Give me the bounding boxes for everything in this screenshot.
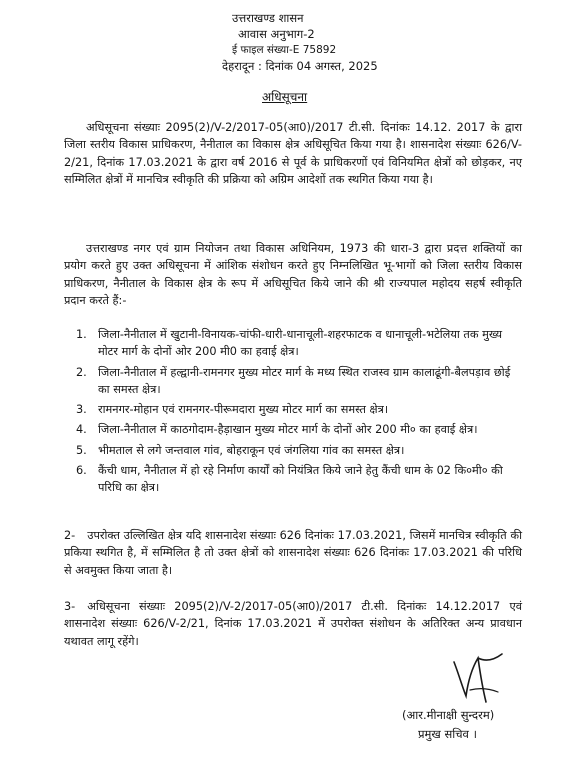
handwritten-signature xyxy=(448,652,508,708)
section-text: उपरोक्त उल्लिखित क्षेत्र यदि शासनादेश संख्याः 626 दिनांकः 17.03.2021, जिसमें मानचित्र स्वीकृति की प्रकिया स्थगित है, में सम्मिलित है तो उक्त क्षेत्रों को शासनादेश संख्याः 626 दिनांकः 17.03.2021 की परिधि से अवमुक्त किया जाता है। xyxy=(64,529,522,577)
section-2 xyxy=(64,527,522,579)
list-item-number: 1. xyxy=(76,328,87,341)
list-item xyxy=(64,326,522,361)
list-item-number: 2. xyxy=(76,365,87,379)
list-item-number: 4. xyxy=(76,423,87,437)
government-name: उत्तराखण्ड शासन xyxy=(232,11,304,25)
list-item-number: 3. xyxy=(76,403,87,417)
list-item xyxy=(64,442,522,459)
file-number: ई फाइल संख्या-E 75892 xyxy=(232,44,337,56)
list-item xyxy=(64,462,522,497)
list-item-text: रामनगर-मोहान एवं रामनगर-पीरूमदारा मुख्य मोटर मार्ग का समस्त क्षेत्र। xyxy=(98,403,389,417)
paragraph-intro: अधिसूचना संख्याः 2095(2)/V-2/2017-05(आ0)/2017 टी.सी. दिनांकः 14.12. 2017 के द्वारा जिला स्तरीय विकास प्राधिकरण, नैनीताल का विकास क्षेत्र अधिसूचित किया गया है। शासनादेश संख्याः 626/V-2/21, दिनांक 17.03.2021 के द्वारा वर्ष 2016 से पूर्व के प्राधिकरणों एवं विनियमित क्षेत्रों को छोड़कर, नए सम्मिलित क्षेत्रों में मानचित्र स्वीकृति की प्रक्रिया को अग्रिम आदेशों तक स्थगित किया गया है। xyxy=(64,121,522,186)
signatory-name: (आर.मीनाक्षी सुन्दरम) xyxy=(402,708,495,722)
area-list xyxy=(64,326,522,500)
document-title: अधिसूचना xyxy=(262,90,308,104)
paragraph-amendment: उत्तराखण्ड नगर एवं ग्राम नियोजन तथा विकास अधिनियम, 1973 की धारा-3 द्वारा प्रदत्त शक्तियों का प्रयोग करते हुए उक्त अधिसूचना में आंशिक संशोधन करते हुए निम्नलिखित भू-भागों को जिला स्तरीय विकास प्राधिकरण, नैनीताल के विकास क्षेत्र के रूप में अधिसूचित किये जाने की श्री राज्यपाल महोदय सहर्ष स्वीकृति प्रदान करते हैं:- xyxy=(64,242,522,307)
list-item xyxy=(64,421,522,438)
signatory-designation: प्रमुख सचिव । xyxy=(418,727,477,741)
list-item xyxy=(64,364,522,399)
list-item-number: 5. xyxy=(76,443,87,457)
list-item-text: कैंची धाम, नैनीताल में हो रहे निर्माण कार्यों को नियंत्रित किये जाने हेतु कैंची धाम के 02 कि०मी० की परिधि का क्षेत्र। xyxy=(98,464,503,495)
section-3 xyxy=(64,598,522,650)
list-item-text: जिला-नैनीताल में काठगोदाम-हैड़ाखान मुख्य मोटर मार्ग के दोनों ओर 200 मी० का हवाई क्षेत्र। xyxy=(98,423,478,437)
list-item-text: जिला-नैनीताल में खुटानी-विनायक-चांफी-धारी-धानाचूली-शहरफाटक व धानाचूली-भटेलिया तक मुख्य मोटर मार्ग के दोनों ओर 200 मी0 का हवाई क्षेत्र। xyxy=(98,328,503,359)
list-item-text: जिला-नैनीताल में हल्द्वानी-रामनगर मुख्य मोटर मार्ग के मध्य स्थित राजस्व ग्राम कालाढूंगी-बैलपड़ाव छोई का समस्त क्षेत्र। xyxy=(98,365,511,396)
section-number: 3- xyxy=(64,600,76,613)
department-name: आवास अनुभाग-2 xyxy=(238,27,315,41)
place-and-date: देहरादून : दिनांक 04 अगस्त, 2025 xyxy=(222,59,378,73)
section-text: अधिसूचना संख्याः 2095(2)/V-2/2017-05(आ0)/2017 टी.सी. दिनांकः 14.12.2017 एवं शासनादेश संख्याः 626/V-2/21, दिनांक 17.03.2021 में उपरोक्त संशोधन के अतिरिक्त अन्य प्रावधान यथावत लागू रहेंगे। xyxy=(64,600,522,648)
list-item-text: भीमताल से लगे जन्तवाल गांव, बोहराकून एवं जंगलिया गांव का समस्त क्षेत्र। xyxy=(98,443,405,457)
list-item-number: 6. xyxy=(76,464,87,478)
list-item xyxy=(64,401,522,418)
section-number: 2- xyxy=(64,529,76,542)
